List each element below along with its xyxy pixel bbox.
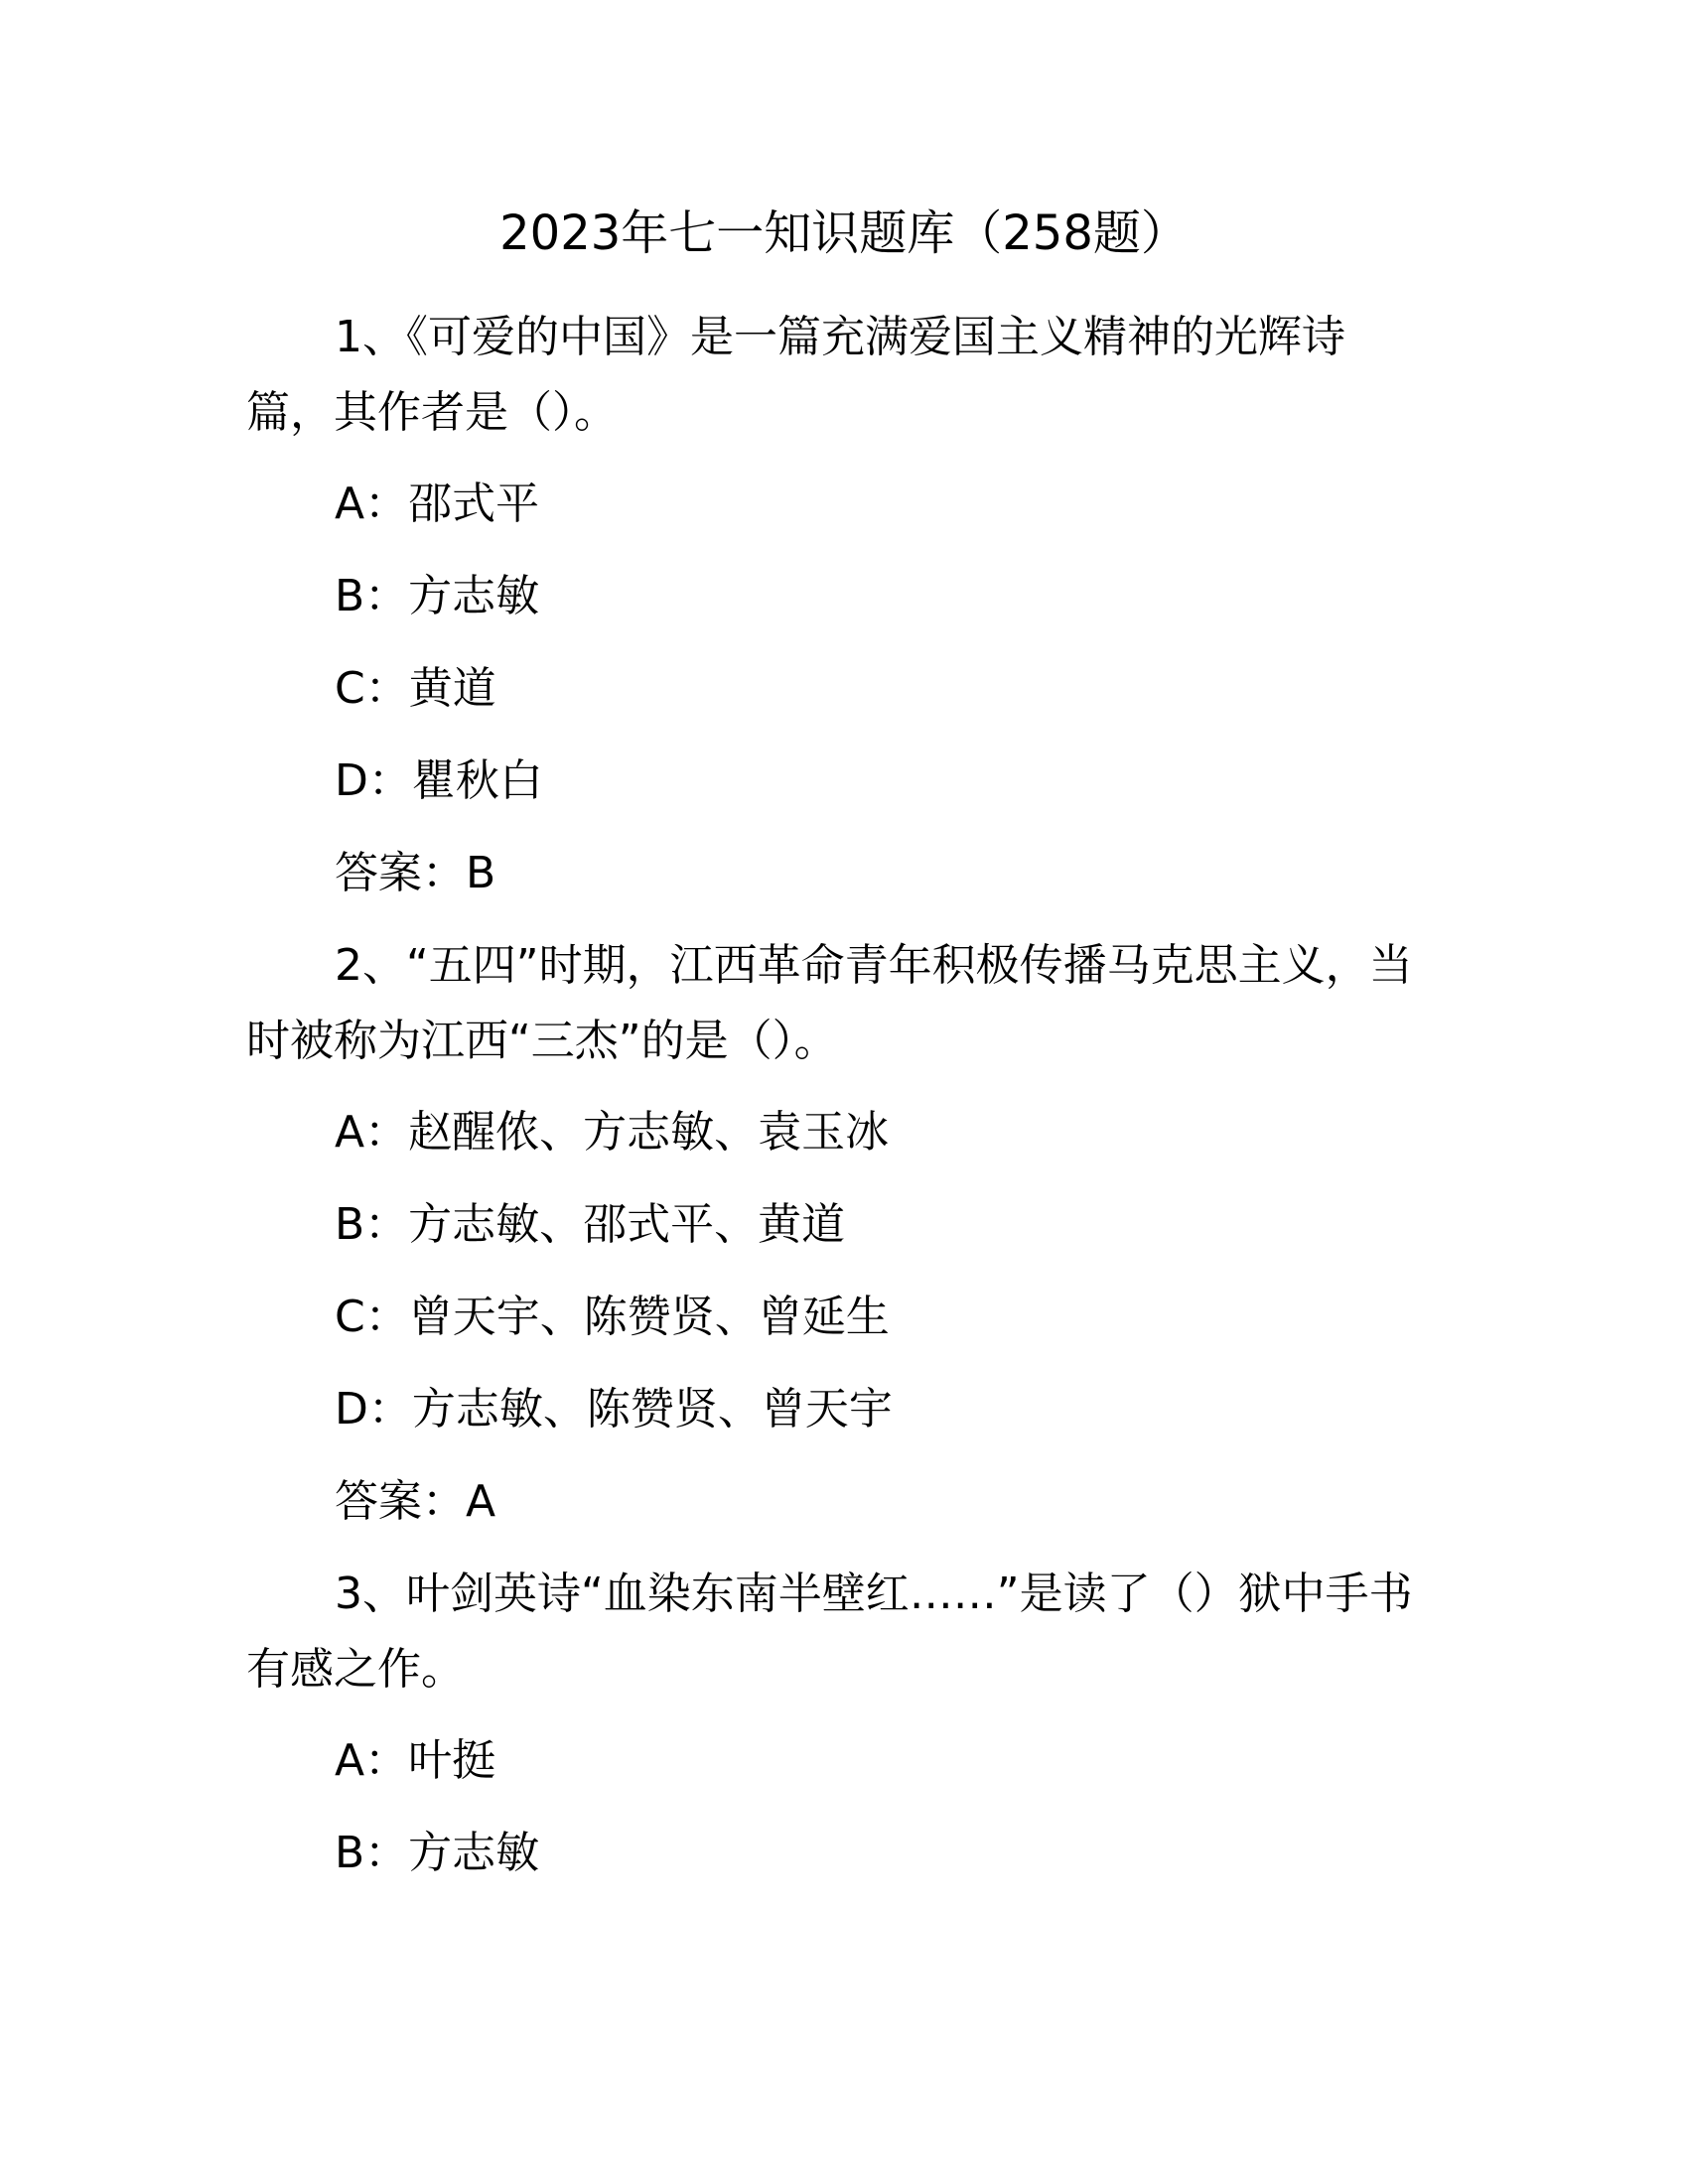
question-2-answer: 答案：A bbox=[335, 1476, 496, 1527]
question-1-option-b: B：方志敏 bbox=[335, 571, 540, 621]
question-2-stem-line-2: 时被称为江西“三杰”的是（）。 bbox=[246, 1016, 838, 1066]
question-2-option-a: A：赵醒侬、方志敏、袁玉冰 bbox=[335, 1107, 890, 1158]
question-3-option-b: B：方志敏 bbox=[335, 1828, 540, 1878]
page-title: 2023年七一知识题库（258题） bbox=[499, 205, 1189, 261]
question-3-option-a: A：叶挺 bbox=[335, 1735, 496, 1786]
question-1-option-d: D：瞿秋白 bbox=[335, 755, 543, 806]
question-1-stem-line-1: 1、《可爱的中国》是一篇充满爱国主义精神的光辉诗 bbox=[335, 312, 1345, 362]
question-3-stem-line-1: 3、叶剑英诗“血染东南半壁红……”是读了（）狱中手书 bbox=[335, 1569, 1413, 1619]
question-1-option-c: C：黄道 bbox=[335, 663, 496, 714]
question-2-stem-line-1: 2、“五四”时期，江西革命青年积极传播马克思主义，当 bbox=[335, 940, 1413, 991]
question-2-option-c: C：曾天宇、陈赞贤、曾延生 bbox=[335, 1292, 890, 1342]
question-2-option-b: B：方志敏、邵式平、黄道 bbox=[335, 1199, 846, 1250]
question-3-stem-line-2: 有感之作。 bbox=[246, 1644, 465, 1695]
question-2-option-d: D：方志敏、陈赞贤、曾天宇 bbox=[335, 1384, 893, 1434]
question-1-answer: 答案：B bbox=[335, 848, 496, 898]
question-1-stem-line-2: 篇，其作者是（）。 bbox=[246, 387, 618, 438]
question-1-option-a: A：邵式平 bbox=[335, 478, 540, 529]
